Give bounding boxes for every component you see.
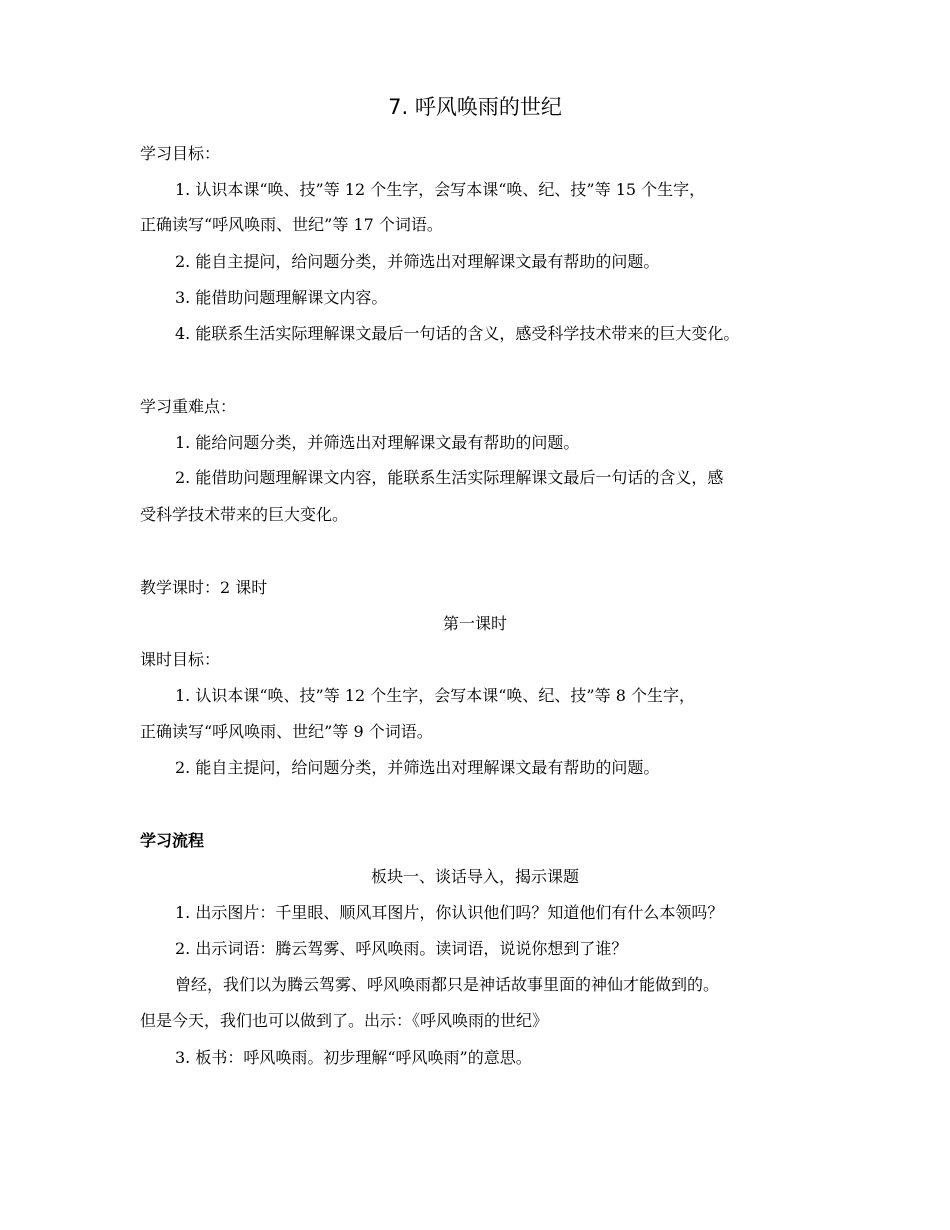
process-paragraph-line-1: 曾经，我们以为腾云驾雾、呼风唤雨都只是神话故事里面的神仙才能做到的。 — [175, 975, 720, 994]
process-step-1: 1. 出示图片：千里眼、顺风耳图片，你认识他们吗？知道他们有什么本领吗？ — [175, 903, 724, 922]
objective-1-line-2: 正确读写“呼风唤雨、世纪”等 17 个词语。 — [140, 215, 443, 234]
objective-4: 4. 能联系生活实际理解课文最后一句话的含义，感受科学技术带来的巨大变化。 — [175, 324, 740, 343]
class-hours: 教学课时：2 课时 — [140, 578, 268, 597]
objectives-heading: 学习目标： — [140, 144, 221, 163]
key-point-2-line-2: 受科学技术带来的巨大变化。 — [140, 505, 349, 524]
key-point-1: 1. 能给问题分类，并筛选出对理解课文最有帮助的问题。 — [175, 433, 580, 452]
first-lesson-heading: 第一课时 — [442, 614, 507, 633]
lesson-objective-1-line-2: 正确读写“呼风唤雨、世纪”等 9 个词语。 — [140, 722, 433, 741]
objective-1-line-1: 1. 认识本课“唤、技”等 12 个生字，会写本课“唤、纪、技”等 15 个生字， — [175, 180, 706, 199]
process-step-2: 2. 出示词语：腾云驾雾、呼风唤雨。读词语，说说你想到了谁？ — [175, 939, 628, 958]
lesson-objectives-heading: 课时目标： — [140, 650, 221, 669]
key-points-heading: 学习重难点： — [140, 397, 237, 416]
process-paragraph-line-2: 但是今天，我们也可以做到了。出示：《呼风唤雨的世纪》 — [140, 1011, 549, 1030]
objective-3: 3. 能借助问题理解课文内容。 — [175, 288, 388, 307]
objective-2: 2. 能自主提问，给问题分类，并筛选出对理解课文最有帮助的问题。 — [175, 252, 660, 271]
process-step-3: 3. 板书：呼风唤雨。初步理解“呼风唤雨”的意思。 — [175, 1048, 532, 1067]
key-point-2-line-1: 2. 能借助问题理解课文内容，能联系生活实际理解课文最后一句话的含义，感 — [175, 468, 724, 487]
document-title: 7. 呼风唤雨的世纪 — [388, 95, 562, 119]
lesson-objective-1-line-1: 1. 认识本课“唤、技”等 12 个生字，会写本课“唤、纪、技”等 8 个生字， — [175, 686, 695, 705]
process-heading: 学习流程 — [140, 831, 205, 850]
section-1-title: 板块一、谈话导入，揭示课题 — [370, 867, 579, 886]
lesson-objective-2: 2. 能自主提问，给问题分类，并筛选出对理解课文最有帮助的问题。 — [175, 758, 660, 777]
